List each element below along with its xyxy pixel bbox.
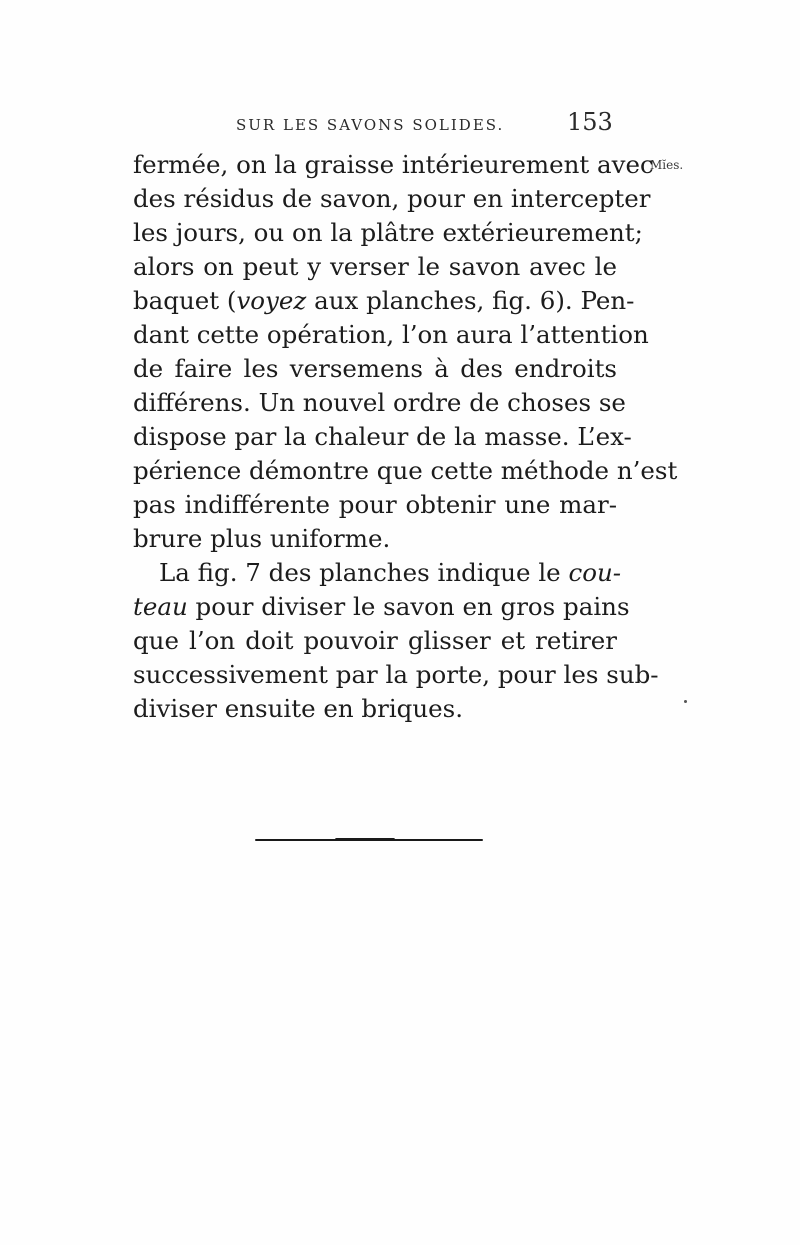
italic-text: voyez [236, 286, 307, 315]
text-line: des résidus de savon, pour en intercepter [133, 184, 651, 213]
margin-note: Mĭes. [650, 158, 684, 172]
text-segment: aux planches, fig. 6). Pen- [306, 286, 635, 315]
text-line: dispose par la chaleur de la masse. L’ex- [133, 422, 632, 451]
end-rule [255, 839, 483, 841]
text-line: périence démontre que cette méthode n’est [133, 456, 678, 485]
text-line: brure plus uniforme. [133, 524, 391, 553]
text-line [133, 590, 630, 624]
text-segment: baquet ( [133, 286, 237, 315]
text-segment: La fig. 7 des planches indique le [159, 558, 569, 587]
text-line: de faire les versemens à des endroits [133, 354, 617, 383]
text-line: dant cette opération, l’on aura l’attention [133, 320, 649, 349]
italic-text: cou- [568, 558, 621, 587]
text-line: différens. Un nouvel ordre de choses se [133, 388, 626, 417]
text-line: successivement par la porte, pour les sub- [133, 660, 659, 689]
page-number: 153 [567, 108, 613, 136]
text-line: pas indifférente pour obtenir une mar- [133, 490, 617, 519]
text-line: fermée, on la graisse intérieurement avec [133, 150, 654, 179]
text-segment: pour diviser le savon en gros pains [187, 592, 630, 621]
running-title: SUR LES SAVONS SOLIDES. [236, 116, 505, 134]
text-line: les jours, ou on la plâtre extérieurement; [133, 218, 643, 247]
italic-text: teau [133, 592, 188, 621]
margin-mark [684, 700, 687, 703]
text-line: diviser ensuite en briques. [133, 694, 463, 723]
paragraph-start-line [133, 556, 621, 590]
text-line [133, 284, 635, 318]
text-line: que l’on doit pouvoir glisser et retirer [133, 626, 617, 655]
text-line: alors on peut y verser le savon avec le [133, 252, 617, 281]
